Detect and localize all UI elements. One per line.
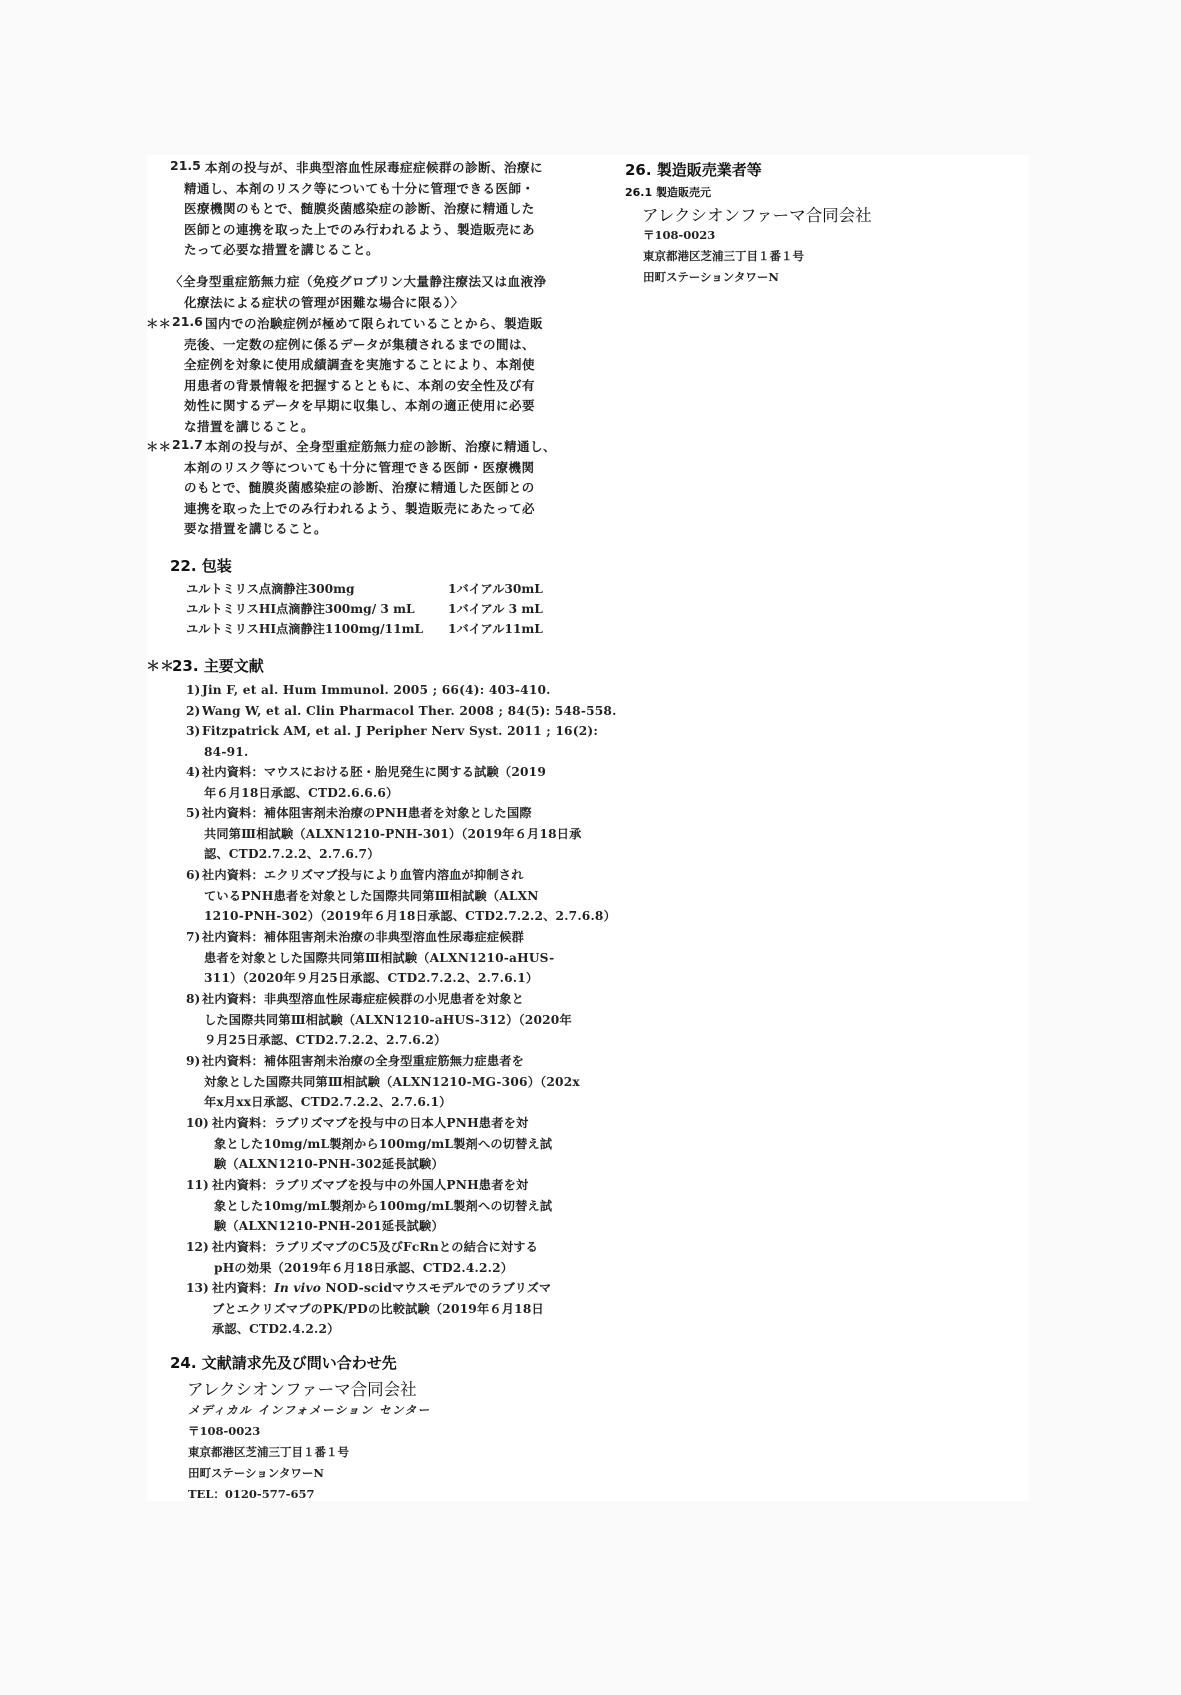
text-segment: ブとエクリズマブのPK/PDの比較試験（2019年６月18日	[212, 1301, 544, 1316]
text-line: たって必要な措置を講じること。	[184, 242, 380, 257]
reference-text-line	[212, 1299, 551, 1320]
package-quantity: 1バイアル11mL	[448, 622, 543, 636]
reference-text-line: 社内資料：補体阻害剤未治療の非典型溶血性尿毒症症候群	[202, 930, 525, 944]
manufacturer-company-name: アレクシオンファーマ合同会社	[642, 206, 872, 225]
item-21-6-first-line	[205, 314, 543, 335]
text-line: 医師との連携を取った上でのみ行われるよう、製造販売にあ	[184, 221, 536, 237]
item-21-5-first-line	[205, 158, 543, 179]
reference-text-line: 1210-PNH-302）（2019年６月18日承認、CTD2.7.2.2、2.7.6.8）	[204, 909, 616, 923]
reference-number: 12)	[186, 1240, 209, 1254]
reference-text-line: 認、CTD2.7.2.2、2.7.6.7）	[204, 847, 380, 861]
revision-marker: ＊＊	[146, 439, 172, 454]
text-line: 本剤の投与が、全身型重症筋無力症の診断、治療に精通し、	[205, 439, 557, 454]
manufacturer-address-line1: 東京都港区芝浦三丁目１番１号	[643, 249, 804, 263]
reference-text-line: Wang W, et al. Clin Pharmacol Ther. 2008 ; 84(5): 548-558.	[202, 704, 617, 718]
reference-text-line: 共同第Ⅲ相試験（ALXN1210-PNH-301）（2019年６月18日承	[204, 826, 582, 841]
reference-text-line: 験（ALXN1210-PNH-302延長試験）	[214, 1157, 444, 1171]
section-26-heading: 26. 製造販売業者等	[625, 161, 762, 179]
text-line: 国内での治験症例が極めて限られていることから、製造販	[205, 316, 544, 331]
reference-text-line	[212, 1319, 551, 1340]
reference-text-line: pHの効果（2019年６月18日承認、CTD2.4.2.2）	[214, 1260, 514, 1275]
manufacturer-postal-code: 〒108-0023	[643, 228, 716, 242]
item-21-7-first-line	[205, 437, 556, 458]
section-23-heading: 23. 主要文献	[172, 657, 264, 675]
section-22-heading: 22. 包装	[170, 557, 232, 575]
contact-company-name: アレクシオンファーマ合同会社	[187, 1380, 417, 1399]
reference-text-line: 84-91.	[204, 744, 249, 759]
reference-item	[202, 989, 572, 1051]
reference-text-line: Jin F, et al. Hum Immunol. 2005 ; 66(4): 403-410.	[202, 683, 551, 697]
reference-text-line: 社内資料：補体阻害剤未治療の全身型重症筋無力症患者を	[202, 1054, 525, 1068]
reference-number: 2)	[186, 704, 201, 718]
reference-text-line: 患者を対象とした国際共同第Ⅲ相試験（ALXN1210-aHUS-	[204, 950, 555, 965]
text-line: 要な措置を講じること。	[184, 521, 328, 536]
reference-item	[212, 1175, 552, 1237]
text-line: 全症例を対象に使用成績調査を実施することにより、本剤使	[184, 357, 536, 372]
reference-item	[202, 721, 598, 762]
reference-item	[202, 762, 546, 803]
text-line: 精通し、本剤のリスク等についても十分に管理できる医師・	[184, 180, 535, 196]
text-line: 化療法による症状の管理が困難な場合に限る）〉	[184, 294, 464, 310]
text-line: 効性に関するデータを早期に収集し、本剤の適正使用に必要	[184, 398, 536, 413]
indication-subheading	[170, 272, 547, 313]
reference-number: 1)	[186, 683, 201, 697]
reference-text-line: 社内資料：ラブリズマブを投与中の日本人PNH患者を対	[212, 1116, 529, 1130]
reference-text-line: 社内資料：エクリズマブ投与により血管内溶血が抑制され	[202, 868, 524, 882]
reference-text-line: 年x月xx日承認、CTD2.7.2.2、2.7.6.1）	[204, 1095, 452, 1109]
text-line: 本剤のリスク等についても十分に管理できる医師・医療機関	[184, 459, 535, 475]
reference-number: 7)	[186, 930, 201, 944]
reference-text-line: した国際共同第Ⅲ相試験（ALXN1210-aHUS-312）（2020年	[204, 1012, 572, 1027]
reference-number: 11)	[186, 1178, 209, 1192]
reference-item	[202, 680, 551, 701]
reference-text-line: 社内資料：マウスにおける胚・胎児発生に関する試験（2019	[202, 765, 547, 779]
item-21-5-number: 21.5	[170, 158, 201, 173]
reference-item	[202, 803, 582, 865]
item-21-6-text	[184, 335, 535, 438]
item-21-6-number: 21.6	[172, 314, 203, 329]
item-21-5-text	[184, 179, 535, 261]
text-line: 本剤の投与が、非典型溶血性尿毒症症候群の診断、治療に	[205, 160, 544, 175]
reference-number: 4)	[186, 765, 201, 779]
reference-item	[202, 1051, 580, 1113]
reference-text-line: 対象とした国際共同第Ⅲ相試験（ALXN1210-MG-306）（202x	[204, 1074, 580, 1089]
reference-item	[202, 701, 617, 722]
reference-text-line: 社内資料：ラブリズマブを投与中の外国人PNH患者を対	[212, 1178, 529, 1192]
item-21-7-text	[184, 458, 535, 540]
reference-item	[212, 1237, 538, 1278]
section-26-1-heading: 26.1 製造販売元	[625, 186, 711, 199]
reference-text-line: 験（ALXN1210-PNH-201延長試験）	[214, 1219, 444, 1233]
reference-text-line: 社内資料：非典型溶血性尿毒症症候群の小児患者を対象と	[202, 992, 525, 1006]
package-product: ユルトミリスHI点滴静注1100mg/11mL	[186, 622, 424, 636]
reference-number: 6)	[186, 868, 201, 882]
revision-marker: ＊＊	[146, 659, 174, 675]
section-24-heading: 24. 文献請求先及び問い合わせ先	[170, 1354, 397, 1372]
text-line: な措置を講じること。	[184, 418, 315, 434]
reference-number: 5)	[186, 806, 201, 820]
reference-item	[202, 865, 616, 927]
package-quantity: 1バイアル30mL	[448, 582, 543, 596]
reference-text-line: 社内資料：補体阻害剤未治療のPNH患者を対象とした国際	[202, 806, 532, 820]
text-line: 医療機関のもとで、髄膜炎菌感染症の診断、治療に精通した	[184, 201, 535, 216]
reference-number: 3)	[186, 724, 201, 738]
reference-number: 10)	[186, 1116, 209, 1130]
reference-text-line: 象とした10mg/mL製剤から100mg/mL製剤への切替え試	[214, 1198, 553, 1213]
text-segment: NOD-scidマウスモデルでのラブリズマ	[321, 1281, 552, 1295]
text-line: 売後、一定数の症例に係るデータが集積されるまでの間は、	[184, 336, 536, 352]
contact-address-line1: 東京都港区芝浦三丁目１番１号	[188, 1445, 349, 1459]
contact-postal-code: 〒108-0023	[188, 1424, 261, 1438]
reference-text-line: 社内資料：ラブリズマブのC5及びFcRnとの結合に対する	[212, 1240, 538, 1254]
item-21-7-number: 21.7	[172, 437, 203, 452]
reference-item	[212, 1278, 551, 1340]
text-line: のもとで、髄膜炎菌感染症の診断、治療に精通した医師との	[184, 480, 535, 495]
reference-text-line: 象とした10mg/mL製剤から100mg/mL製剤への切替え試	[214, 1136, 553, 1151]
contact-address-line2: 田町ステーションタワーN	[188, 1466, 324, 1480]
reference-number: 9)	[186, 1054, 201, 1068]
text-line: 用患者の背景情報を把握するとともに、本剤の安全性及び有	[184, 377, 536, 393]
reference-text-line: ９月25日承認、CTD2.7.2.2、2.7.6.2）	[204, 1033, 447, 1047]
revision-marker: ＊＊	[146, 316, 172, 331]
package-product: ユルトミリス点滴静注300mg	[186, 582, 355, 596]
text-segment: 承認、CTD2.4.2.2）	[212, 1322, 340, 1336]
text-line: 〈全身型重症筋無力症（免疫グロブリン大量静注療法又は血液浄	[170, 274, 547, 289]
reference-text-line: ているPNH患者を対象とした国際共同第Ⅲ相試験（ALXN	[204, 888, 539, 903]
reference-text-line	[212, 1278, 551, 1299]
reference-item	[212, 1113, 552, 1175]
reference-item	[202, 927, 554, 989]
reference-number: 8)	[186, 992, 201, 1006]
italic-term: In vivo	[273, 1281, 322, 1295]
package-quantity: 1バイアル 3 mL	[448, 602, 543, 616]
text-segment: 社内資料：	[212, 1281, 274, 1295]
package-product: ユルトミリスHI点滴静注300mg/ 3 mL	[186, 602, 415, 616]
contact-phone: TEL：0120-577-657	[188, 1487, 315, 1501]
manufacturer-address-line2: 田町ステーションタワーN	[643, 270, 779, 284]
reference-number: 13)	[186, 1281, 209, 1295]
reference-text-line: 年６月18日承認、CTD2.6.6.6）	[204, 785, 399, 800]
reference-text-line: 311）（2020年９月25日承認、CTD2.7.2.2、2.7.6.1）	[204, 971, 539, 985]
text-line: 連携を取った上でのみ行われるよう、製造販売にあたって必	[184, 500, 536, 516]
reference-text-line: Fitzpatrick AM, et al. J Peripher Nerv Syst. 2011 ; 16(2):	[202, 724, 599, 738]
contact-department: メディカル インフォメーション センター	[188, 1403, 431, 1417]
